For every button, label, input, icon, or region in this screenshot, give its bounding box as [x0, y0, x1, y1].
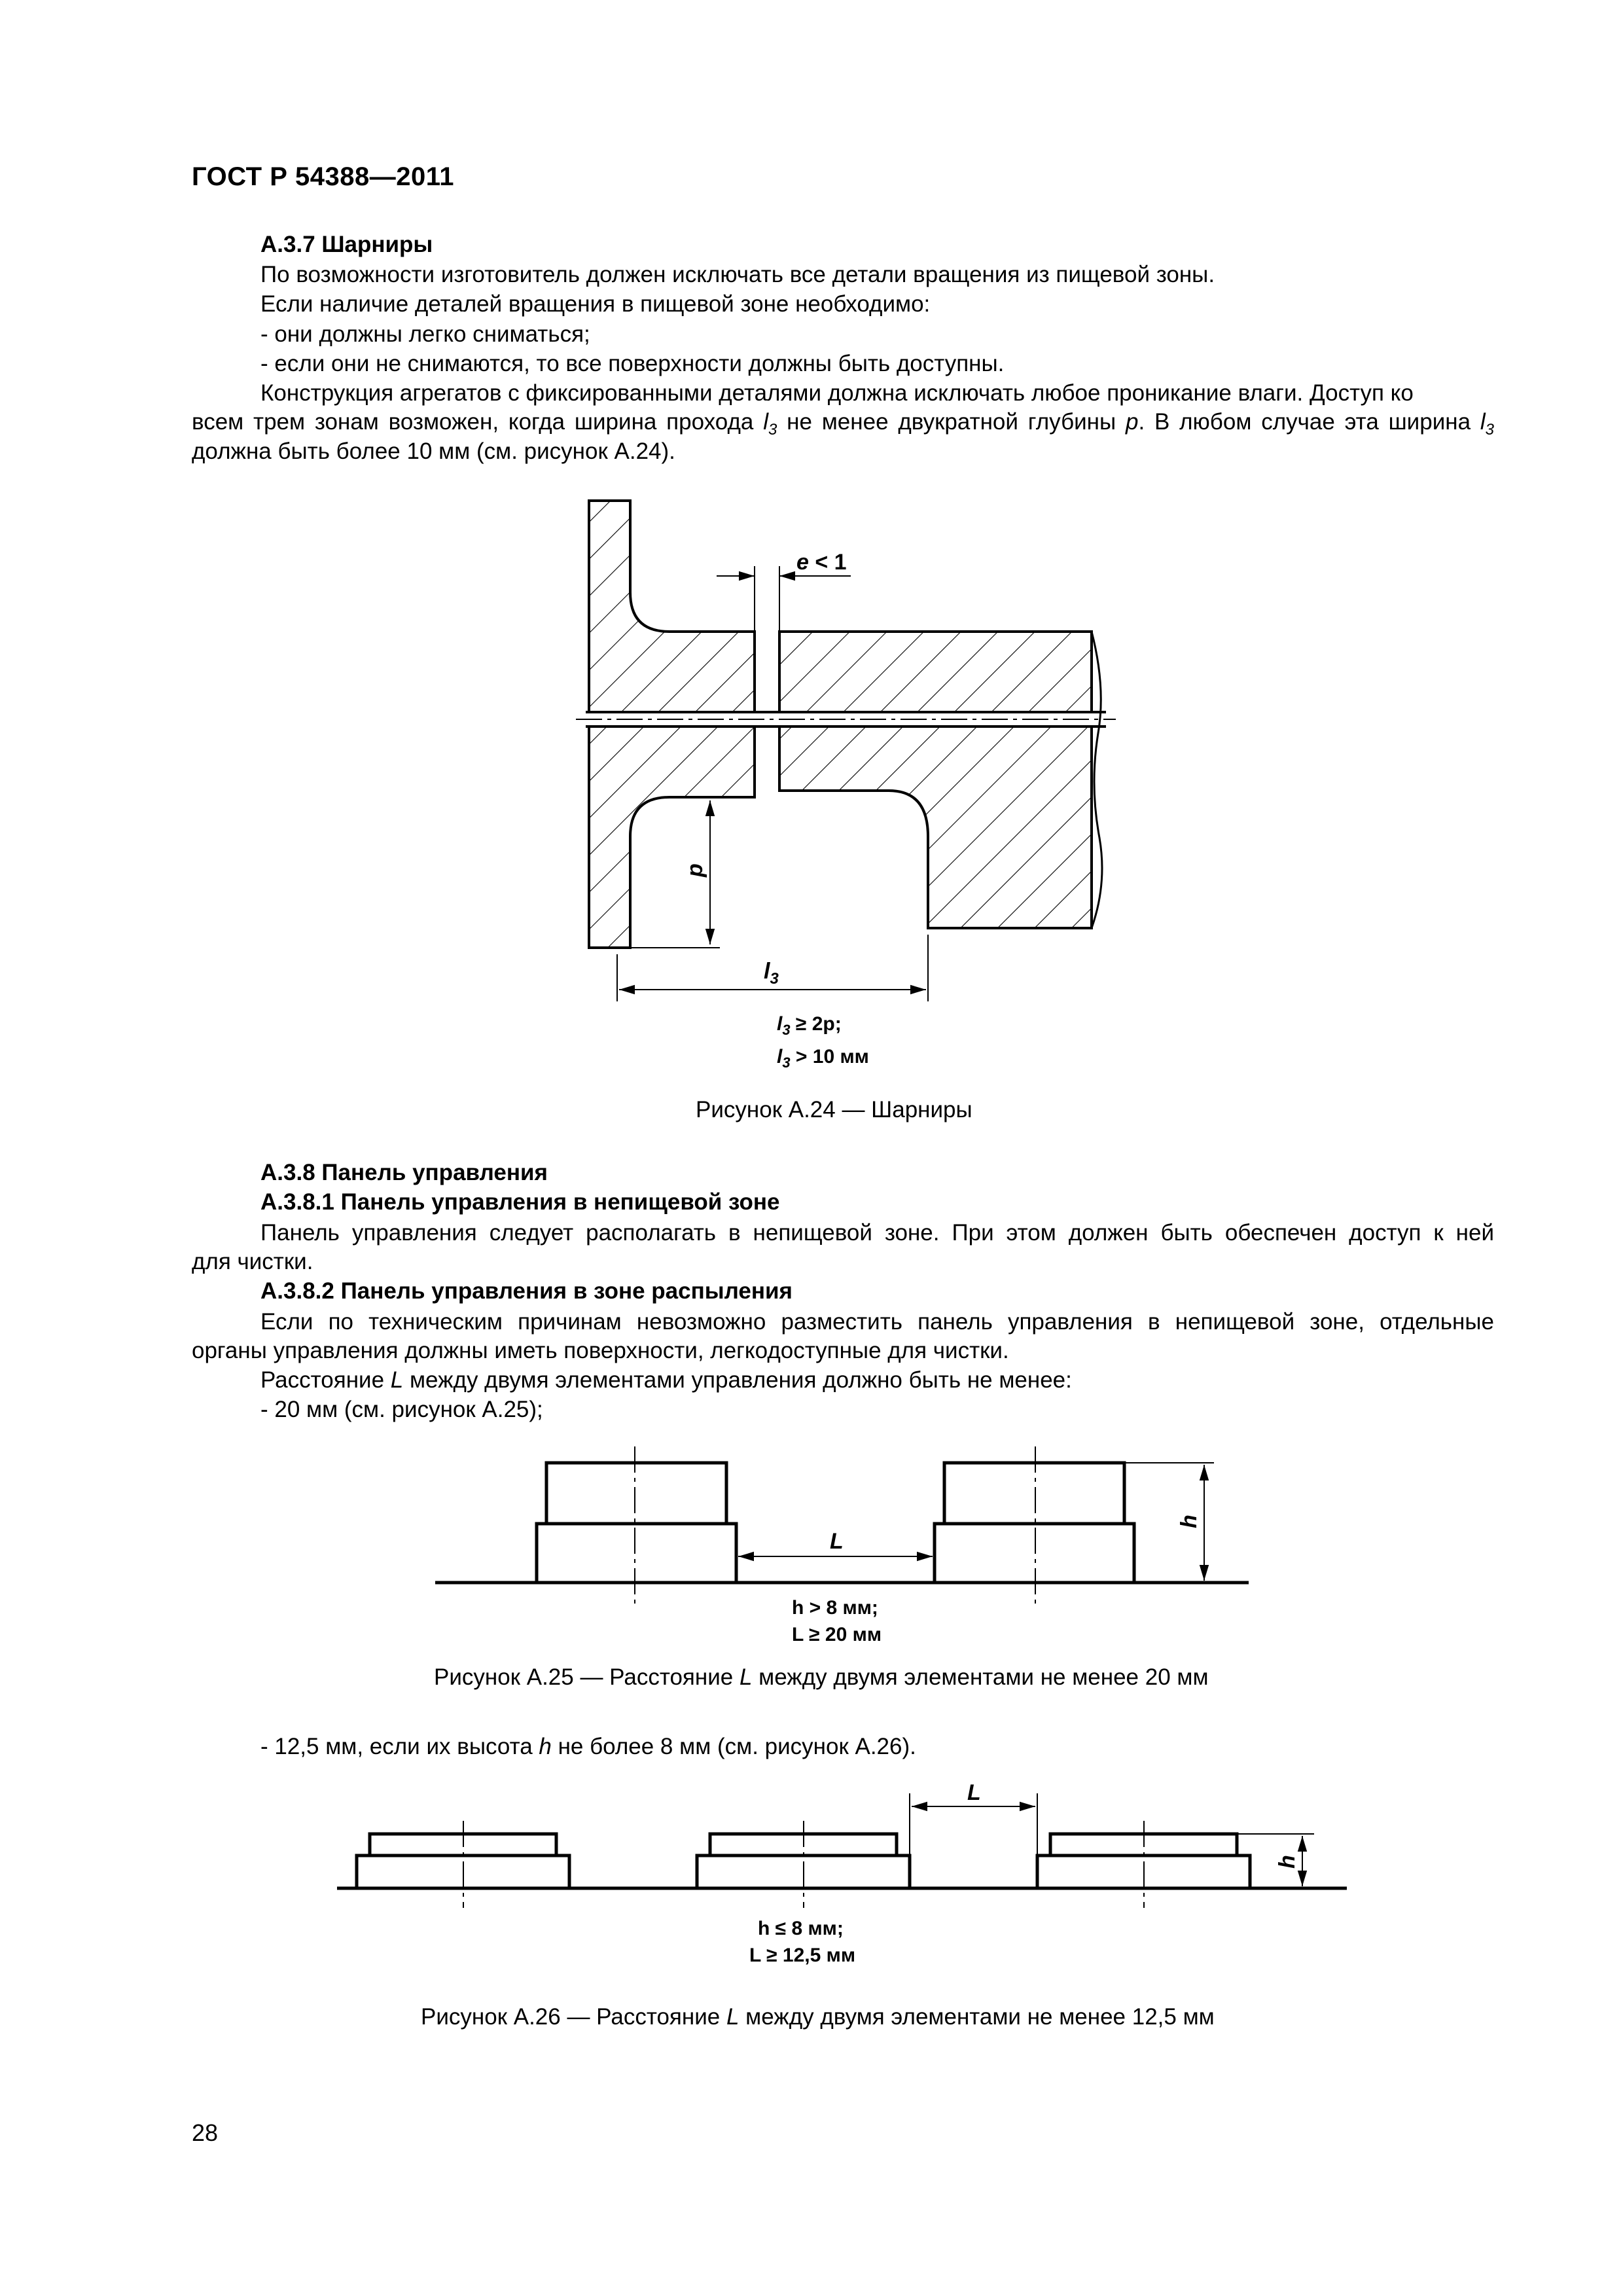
hinge-right-part-lower	[779, 726, 1092, 928]
symbol-l3: $l_3$	[763, 409, 777, 439]
section-a37-list-item-1: - они должны легко сниматься;	[260, 321, 590, 347]
distance-item-12-5mm: - 12,5 мм, если их высота h не более 8 мм (см. рисунок А.26).	[260, 1734, 916, 1759]
width-label: $l_3$	[764, 959, 779, 988]
figure-a25-drawing	[435, 1446, 1249, 1607]
break-line	[1092, 632, 1102, 928]
section-a381-title: А.3.8.1 Панель управления в непищевой зоне	[260, 1189, 780, 1215]
section-a37-title: А.3.7 Шарниры	[260, 232, 433, 257]
a25-element-1-base	[537, 1524, 736, 1583]
a25-height-label: h	[1177, 1515, 1202, 1528]
a25-element-1-top	[546, 1463, 726, 1524]
section-a37-paragraph-3-line-1: Конструкция агрегатов с фиксированными деталями должна исключать любое проникание влаги. Доступ ко	[260, 380, 1414, 406]
figure-a26-formula-1: h ≤ 8 мм;	[758, 1918, 844, 1939]
section-a382-title: А.3.8.2 Панель управления в зоне распыления	[260, 1278, 793, 1304]
section-a37-paragraph-2: Если наличие деталей вращения в пищевой зоне необходимо:	[260, 291, 931, 317]
hinge-right-part-upper	[779, 632, 1092, 712]
figure-a26-caption: Рисунок А.26 — Расстояние L между двумя элементами не менее 12,5 мм	[421, 2004, 1215, 2030]
page-number: 28	[192, 2119, 219, 2146]
depth-label: p	[683, 863, 707, 877]
section-a381-text-line-1: Панель управления следует располагать в непищевой зоне. При этом должен быть обеспечен доступ к ней	[260, 1220, 1494, 1246]
a26-distance-label: L	[967, 1780, 981, 1805]
section-a37-paragraph-3-line-3: должна быть более 10 мм (см. рисунок А.24).	[192, 439, 675, 464]
section-a38-title: А.3.8 Панель управления	[260, 1160, 548, 1185]
distance-item-20mm: - 20 мм (см. рисунок А.25);	[260, 1397, 543, 1422]
section-a382-text-line-2: органы управления должны иметь поверхности, легкодоступные для чистки.	[192, 1338, 1009, 1363]
section-a382-text-line-1: Если по техническим причинам невозможно разместить панель управления в непищевой зоне, отдельные	[260, 1309, 1494, 1335]
figure-a25-formula-2: L ≥ 20 мм	[792, 1624, 882, 1645]
section-a37-list-item-2: - если они не снимаются, то все поверхности должны быть доступны.	[260, 351, 1005, 376]
distance-requirement-text: Расстояние L между двумя элементами управления должно быть не менее:	[260, 1367, 1072, 1393]
section-a37-paragraph-1: По возможности изготовитель должен исключать все детали вращения из пищевой зоны.	[260, 262, 1215, 287]
a25-distance-label: L	[830, 1529, 844, 1554]
hinge-left-part-lower	[589, 726, 755, 948]
figure-a26-formula-2: L ≥ 12,5 мм	[749, 1945, 856, 1966]
document-id: ГОСТ Р 54388—2011	[192, 162, 454, 191]
figure-a24-formula-2: $l_3 > 10$ мм	[777, 1046, 869, 1071]
figure-a24-caption: Рисунок А.24 — Шарниры	[696, 1097, 972, 1122]
figure-a26-drawing	[337, 1780, 1347, 1908]
hinge-left-part-upper	[589, 501, 755, 712]
section-a37-paragraph-3-line-2: всем трем зонам возможен, когда ширина прохода $l_3$ не менее двукратной глубины p. В любом случае эта ширина $l_3$	[192, 409, 1494, 439]
gap-label: e < 1	[796, 550, 847, 575]
a26-height-label: h	[1275, 1855, 1300, 1869]
a25-element-2-base	[935, 1524, 1134, 1583]
symbol-l3: $l_3$	[1480, 409, 1494, 439]
figure-a25-formula-1: h > 8 мм;	[792, 1597, 878, 1619]
figure-a25-caption: Рисунок А.25 — Расстояние L между двумя элементами не менее 20 мм	[434, 1664, 1209, 1690]
a25-element-2-top	[944, 1463, 1124, 1524]
section-a381-text-line-2: для чистки.	[192, 1249, 313, 1274]
figure-a24-formula-1: $l_3 \ge 2p$;	[777, 1013, 842, 1038]
